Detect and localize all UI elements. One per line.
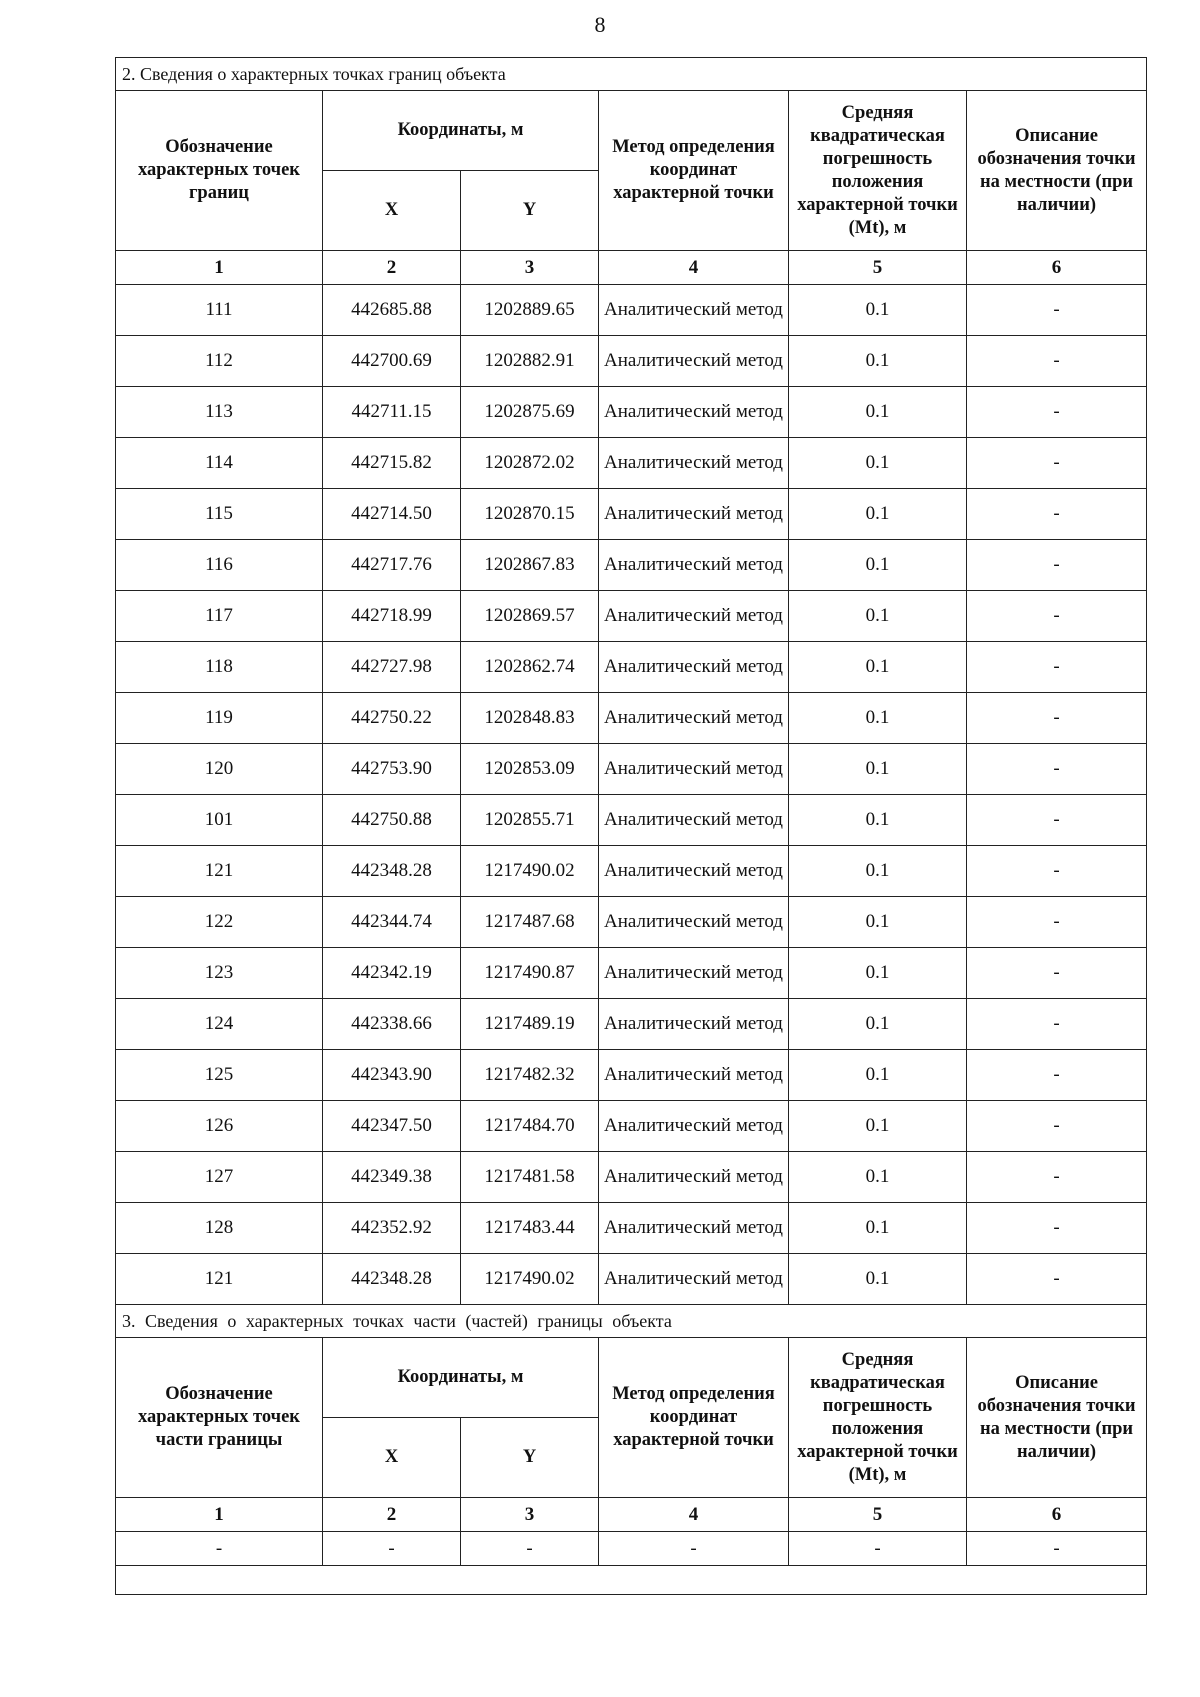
column-numbers-row <box>116 1498 1147 1532</box>
method-cell: Аналитический метод <box>599 948 789 999</box>
y-cell: 1217481.58 <box>461 1152 599 1203</box>
point-cell: 117 <box>116 591 323 642</box>
method-cell: Аналитический метод <box>599 540 789 591</box>
description-cell: - <box>967 693 1147 744</box>
point-cell: 111 <box>116 285 323 336</box>
x-cell: 442714.50 <box>323 489 461 540</box>
mt-cell: 0.1 <box>789 897 967 948</box>
mt-cell: 0.1 <box>789 540 967 591</box>
method-cell: Аналитический метод <box>599 591 789 642</box>
table-row <box>116 489 1147 540</box>
header-designation: Обозначение характерных точек границ <box>116 91 323 251</box>
method-cell: Аналитический метод <box>599 1050 789 1101</box>
table-row <box>116 438 1147 489</box>
method-cell: Аналитический метод <box>599 897 789 948</box>
description-cell: - <box>967 795 1147 846</box>
x-cell: 442727.98 <box>323 642 461 693</box>
column-number: 3 <box>461 251 599 285</box>
column-number: 2 <box>323 1498 461 1532</box>
x-cell: 442348.28 <box>323 1254 461 1305</box>
page-number: 8 <box>594 12 606 37</box>
y-cell: 1217490.02 <box>461 846 599 897</box>
section3-title: 3. Сведения о характерных точках части (частей) границы объекта <box>116 1305 1147 1338</box>
y-cell: 1217487.68 <box>461 897 599 948</box>
table-row <box>116 948 1147 999</box>
y-cell: 1202872.02 <box>461 438 599 489</box>
description-cell: - <box>967 1050 1147 1101</box>
x-cell: 442347.50 <box>323 1101 461 1152</box>
x-cell: 442717.76 <box>323 540 461 591</box>
description-cell: - <box>967 438 1147 489</box>
column-number: 4 <box>599 1498 789 1532</box>
empty-cell: - <box>599 1532 789 1566</box>
column-number: 5 <box>789 1498 967 1532</box>
x-cell: 442711.15 <box>323 387 461 438</box>
description-cell: - <box>967 999 1147 1050</box>
method-cell: Аналитический метод <box>599 795 789 846</box>
mt-cell: 0.1 <box>789 285 967 336</box>
point-cell: 128 <box>116 1203 323 1254</box>
x-cell: 442700.69 <box>323 336 461 387</box>
header-designation: Обозначение характерных точек части границы <box>116 1338 323 1498</box>
document-sheet <box>115 57 1147 1595</box>
description-cell: - <box>967 1254 1147 1305</box>
point-cell: 125 <box>116 1050 323 1101</box>
header-method: Метод определения координат характерной точки <box>599 1338 789 1498</box>
table-row <box>116 1532 1147 1566</box>
x-cell: 442750.88 <box>323 795 461 846</box>
table-row <box>116 897 1147 948</box>
description-cell: - <box>967 489 1147 540</box>
y-cell: 1217483.44 <box>461 1203 599 1254</box>
mt-cell: 0.1 <box>789 1050 967 1101</box>
y-cell: 1202862.74 <box>461 642 599 693</box>
x-cell: 442338.66 <box>323 999 461 1050</box>
point-cell: 115 <box>116 489 323 540</box>
column-number: 2 <box>323 251 461 285</box>
method-cell: Аналитический метод <box>599 999 789 1050</box>
y-cell: 1217489.19 <box>461 999 599 1050</box>
blank-cell <box>116 1566 1147 1595</box>
header-y: Y <box>461 171 599 251</box>
method-cell: Аналитический метод <box>599 489 789 540</box>
y-cell: 1217482.32 <box>461 1050 599 1101</box>
x-cell: 442685.88 <box>323 285 461 336</box>
header-description: Описание обозначения точки на местности (при наличии) <box>967 1338 1147 1498</box>
y-cell: 1202853.09 <box>461 744 599 795</box>
x-cell: 442349.38 <box>323 1152 461 1203</box>
point-cell: 119 <box>116 693 323 744</box>
mt-cell: 0.1 <box>789 387 967 438</box>
point-cell: 124 <box>116 999 323 1050</box>
table-row <box>116 693 1147 744</box>
header-x: X <box>323 171 461 251</box>
method-cell: Аналитический метод <box>599 285 789 336</box>
description-cell: - <box>967 1203 1147 1254</box>
header-error: Средняя квадратическая погрешность положения характерной точки (Mt), м <box>789 91 967 251</box>
description-cell: - <box>967 591 1147 642</box>
method-cell: Аналитический метод <box>599 1152 789 1203</box>
mt-cell: 0.1 <box>789 1101 967 1152</box>
mt-cell: 0.1 <box>789 693 967 744</box>
point-cell: 123 <box>116 948 323 999</box>
empty-cell: - <box>323 1532 461 1566</box>
x-cell: 442343.90 <box>323 1050 461 1101</box>
mt-cell: 0.1 <box>789 948 967 999</box>
description-cell: - <box>967 642 1147 693</box>
column-number: 1 <box>116 251 323 285</box>
x-cell: 442352.92 <box>323 1203 461 1254</box>
description-cell: - <box>967 336 1147 387</box>
description-cell: - <box>967 540 1147 591</box>
mt-cell: 0.1 <box>789 795 967 846</box>
table-row <box>116 795 1147 846</box>
table-row <box>116 285 1147 336</box>
point-cell: 113 <box>116 387 323 438</box>
point-cell: 116 <box>116 540 323 591</box>
method-cell: Аналитический метод <box>599 744 789 795</box>
point-cell: 120 <box>116 744 323 795</box>
x-cell: 442750.22 <box>323 693 461 744</box>
mt-cell: 0.1 <box>789 999 967 1050</box>
table-row <box>116 591 1147 642</box>
method-cell: Аналитический метод <box>599 336 789 387</box>
mt-cell: 0.1 <box>789 642 967 693</box>
header-coordinates: Координаты, м <box>323 91 599 171</box>
method-cell: Аналитический метод <box>599 642 789 693</box>
description-cell: - <box>967 948 1147 999</box>
y-cell: 1202889.65 <box>461 285 599 336</box>
table-row <box>116 1203 1147 1254</box>
description-cell: - <box>967 1101 1147 1152</box>
point-cell: 126 <box>116 1101 323 1152</box>
column-number: 6 <box>967 251 1147 285</box>
table-row <box>116 1254 1147 1305</box>
method-cell: Аналитический метод <box>599 1101 789 1152</box>
boundary-points-table <box>115 57 1147 1595</box>
mt-cell: 0.1 <box>789 336 967 387</box>
header-error: Средняя квадратическая погрешность положения характерной точки (Mt), м <box>789 1338 967 1498</box>
mt-cell: 0.1 <box>789 846 967 897</box>
header-y: Y <box>461 1418 599 1498</box>
column-number: 3 <box>461 1498 599 1532</box>
mt-cell: 0.1 <box>789 591 967 642</box>
y-cell: 1217484.70 <box>461 1101 599 1152</box>
method-cell: Аналитический метод <box>599 1203 789 1254</box>
mt-cell: 0.1 <box>789 744 967 795</box>
table-row <box>116 999 1147 1050</box>
table-row <box>116 846 1147 897</box>
table-row <box>116 387 1147 438</box>
x-cell: 442753.90 <box>323 744 461 795</box>
header-coordinates: Координаты, м <box>323 1338 599 1418</box>
y-cell: 1217490.87 <box>461 948 599 999</box>
description-cell: - <box>967 285 1147 336</box>
description-cell: - <box>967 846 1147 897</box>
column-number: 1 <box>116 1498 323 1532</box>
table-row <box>116 1050 1147 1101</box>
description-cell: - <box>967 897 1147 948</box>
method-cell: Аналитический метод <box>599 387 789 438</box>
column-number: 5 <box>789 251 967 285</box>
mt-cell: 0.1 <box>789 1254 967 1305</box>
point-cell: 114 <box>116 438 323 489</box>
table-row <box>116 1152 1147 1203</box>
table-row <box>116 744 1147 795</box>
x-cell: 442348.28 <box>323 846 461 897</box>
section2-title: 2. Сведения о характерных точках границ объекта <box>116 58 1147 91</box>
column-number: 4 <box>599 251 789 285</box>
mt-cell: 0.1 <box>789 1152 967 1203</box>
y-cell: 1217490.02 <box>461 1254 599 1305</box>
point-cell: 118 <box>116 642 323 693</box>
table-row <box>116 1101 1147 1152</box>
table-row <box>116 540 1147 591</box>
method-cell: Аналитический метод <box>599 438 789 489</box>
point-cell: 121 <box>116 1254 323 1305</box>
header-description: Описание обозначения точки на местности (при наличии) <box>967 91 1147 251</box>
description-cell: - <box>967 1152 1147 1203</box>
description-cell: - <box>967 744 1147 795</box>
point-cell: 122 <box>116 897 323 948</box>
method-cell: Аналитический метод <box>599 846 789 897</box>
header-x: X <box>323 1418 461 1498</box>
x-cell: 442718.99 <box>323 591 461 642</box>
column-numbers-row <box>116 251 1147 285</box>
y-cell: 1202875.69 <box>461 387 599 438</box>
method-cell: Аналитический метод <box>599 1254 789 1305</box>
table-row <box>116 642 1147 693</box>
point-cell: 101 <box>116 795 323 846</box>
y-cell: 1202869.57 <box>461 591 599 642</box>
x-cell: 442715.82 <box>323 438 461 489</box>
point-cell: 112 <box>116 336 323 387</box>
blank-footer-row <box>116 1566 1147 1595</box>
table-row <box>116 336 1147 387</box>
y-cell: 1202882.91 <box>461 336 599 387</box>
y-cell: 1202855.71 <box>461 795 599 846</box>
method-cell: Аналитический метод <box>599 693 789 744</box>
empty-cell: - <box>789 1532 967 1566</box>
y-cell: 1202870.15 <box>461 489 599 540</box>
point-cell: 121 <box>116 846 323 897</box>
mt-cell: 0.1 <box>789 1203 967 1254</box>
column-number: 6 <box>967 1498 1147 1532</box>
y-cell: 1202848.83 <box>461 693 599 744</box>
point-cell: 127 <box>116 1152 323 1203</box>
empty-cell: - <box>461 1532 599 1566</box>
mt-cell: 0.1 <box>789 438 967 489</box>
empty-cell: - <box>116 1532 323 1566</box>
description-cell: - <box>967 387 1147 438</box>
mt-cell: 0.1 <box>789 489 967 540</box>
empty-cell: - <box>967 1532 1147 1566</box>
header-method: Метод определения координат характерной точки <box>599 91 789 251</box>
y-cell: 1202867.83 <box>461 540 599 591</box>
x-cell: 442342.19 <box>323 948 461 999</box>
x-cell: 442344.74 <box>323 897 461 948</box>
